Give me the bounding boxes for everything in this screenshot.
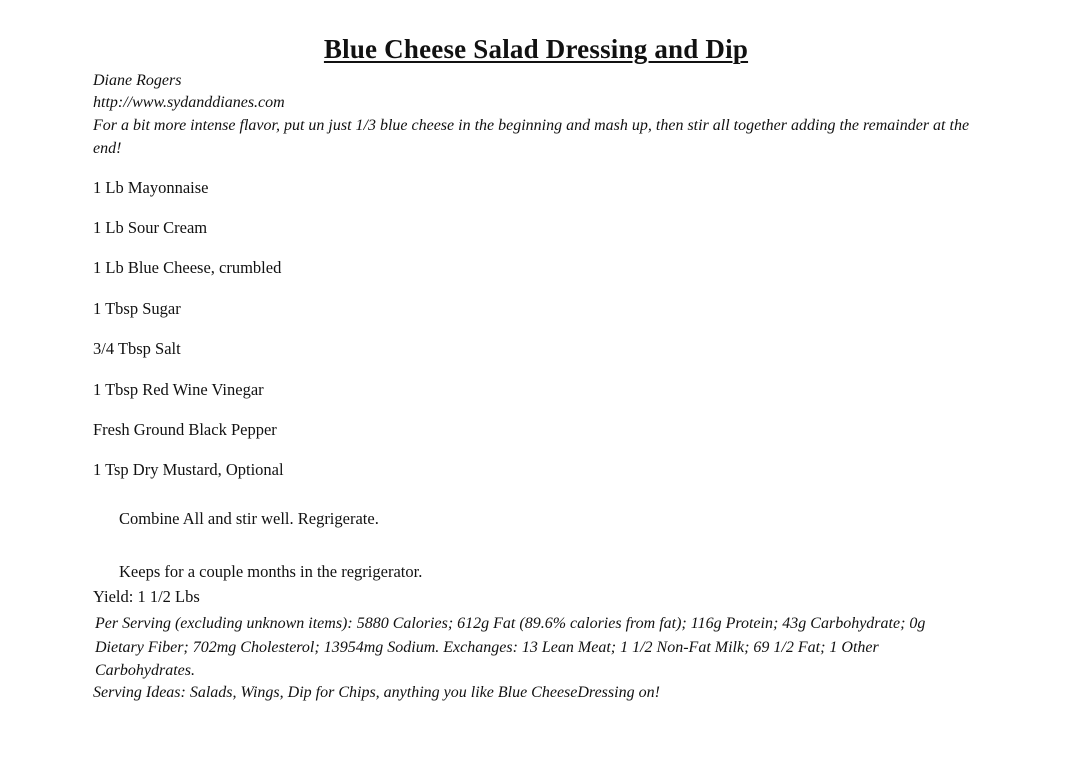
instruction-step: Keeps for a couple months in the regrigerator. <box>119 562 423 581</box>
ingredient-item: 3/4 Tbsp Salt <box>93 339 181 358</box>
ingredient-item: 1 Tbsp Red Wine Vinegar <box>93 380 264 399</box>
nutrition-info: Per Serving (excluding unknown items): 5880 Calories; 612g Fat (89.6% calories from fat); 116g Protein; 43g Carbohydrate; 0g Dietary Fiber; 702mg Cholesterol; 13954mg Sodium. Exchanges: 13 Lean Meat; 1 1/2 Non-Fat Milk; 69 1/2 Fat; 1 Other Carbohydrates. <box>95 615 926 679</box>
recipe-title: Blue Cheese Salad Dressing and Dip <box>323 34 749 64</box>
instruction-step: Combine All and stir well. Regrigerate. <box>119 509 379 528</box>
serving-ideas: Serving Ideas: Salads, Wings, Dip for Chips, anything you like Blue CheeseDressing on! <box>93 684 660 701</box>
ingredient-item: 1 Lb Sour Cream <box>93 218 208 237</box>
recipe-note: For a bit more intense flavor, put un just 1/3 blue cheese in the beginning and mash up, then stir all together adding the remainder at the end! <box>93 117 970 157</box>
recipe-yield: Yield: 1 1/2 Lbs <box>93 587 200 606</box>
ingredient-item: 1 Tbsp Sugar <box>93 299 181 318</box>
ingredient-item: 1 Tsp Dry Mustard, Optional <box>93 460 284 479</box>
ingredient-item: 1 Lb Blue Cheese, crumbled <box>93 258 282 277</box>
recipe-author: Diane Rogers <box>93 72 182 89</box>
ingredient-item: Fresh Ground Black Pepper <box>93 420 277 439</box>
recipe-website: http://www.sydanddianes.com <box>93 94 285 111</box>
ingredient-item: 1 Lb Mayonnaise <box>93 178 209 197</box>
